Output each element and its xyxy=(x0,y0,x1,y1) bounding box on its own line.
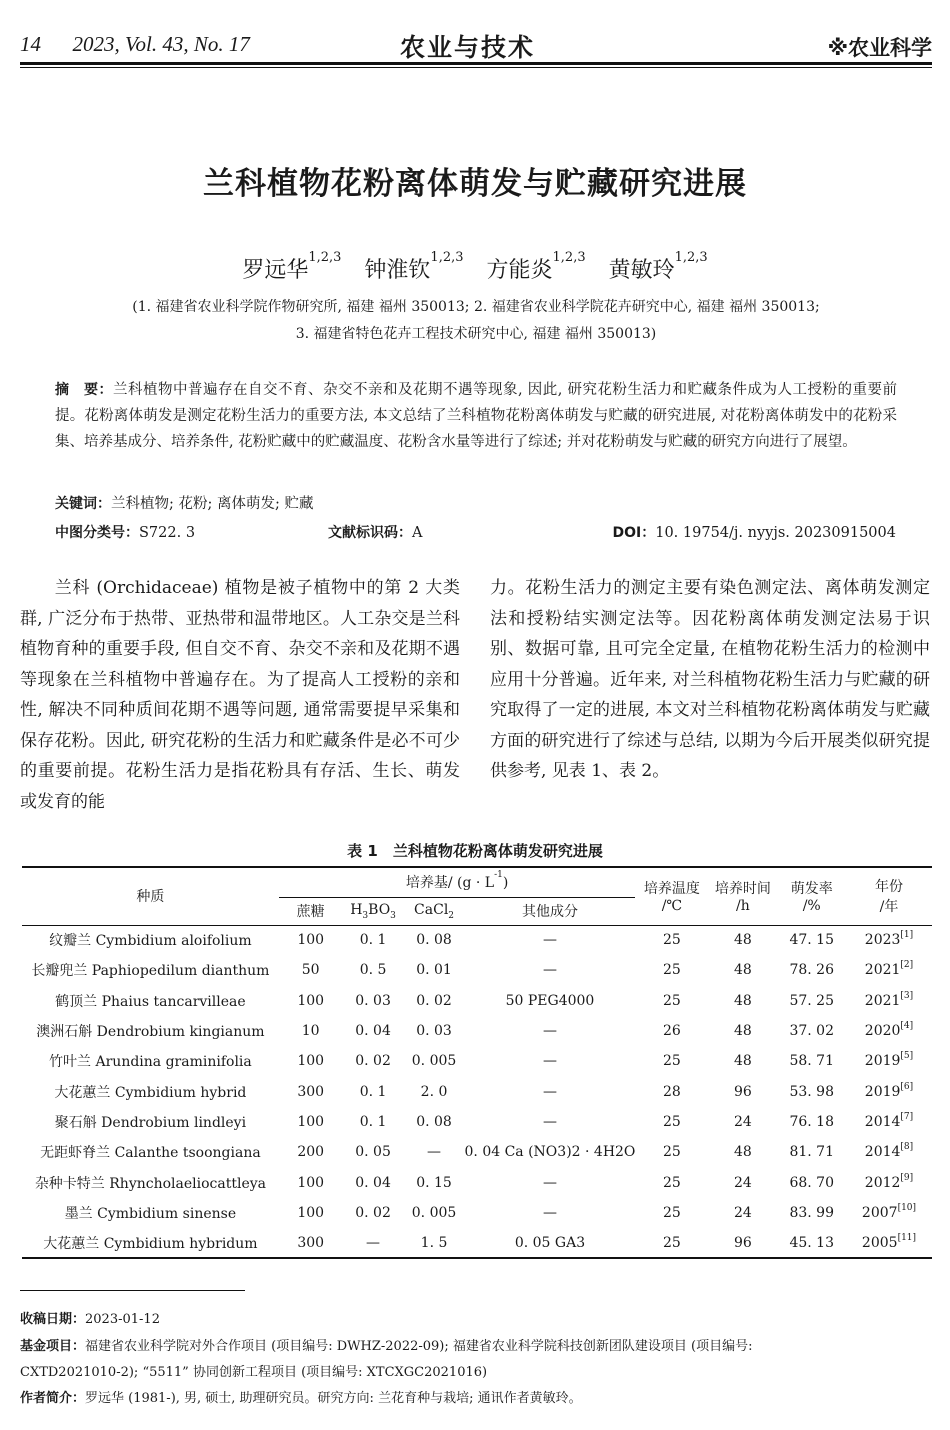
cell-rate: 45. 13 xyxy=(789,1234,834,1251)
cell-species: 聚石斛 Dendrobium lindleyi xyxy=(54,1114,247,1131)
cell-cacl2: 0. 005 xyxy=(411,1053,457,1070)
cell-time: 48 xyxy=(734,1144,752,1161)
affiliation-line-2: 3. 福建省特色花卉工程技术研究中心, 福建 福州 350013) xyxy=(295,326,657,342)
cell-species: 鹤顶兰 Phaius tancarvilleae xyxy=(55,993,246,1010)
keywords xyxy=(55,492,313,513)
cell-sucrose: 100 xyxy=(297,1113,325,1130)
cell-cacl2: 0. 01 xyxy=(416,962,452,979)
cell-temperature: 25 xyxy=(662,1204,681,1221)
cell-sucrose: 100 xyxy=(297,992,325,1009)
cell-rate: 53. 98 xyxy=(789,1083,834,1100)
cell-rate: 58. 71 xyxy=(789,1053,834,1070)
cell-temperature: 26 xyxy=(662,1023,681,1040)
cell-year: 2019[6] xyxy=(864,1081,914,1100)
cell-rate: 81. 71 xyxy=(789,1144,834,1161)
header-cacl2: CaCl$_2$ xyxy=(404,897,465,925)
citation-ref: [6] xyxy=(900,1081,914,1092)
page-number: 14 xyxy=(20,32,41,56)
cell-year: 2014[8] xyxy=(864,1142,914,1161)
data-table xyxy=(22,866,932,1259)
author: 方能炎$^{1,2,3}$ xyxy=(486,250,586,283)
table-row xyxy=(22,1167,932,1197)
cell-cacl2: — xyxy=(427,1144,442,1161)
cell-year: 2005[11] xyxy=(861,1232,917,1251)
citation-ref: [11] xyxy=(897,1232,917,1243)
cell-year: 2019[5] xyxy=(864,1051,914,1070)
citation-ref: [7] xyxy=(900,1111,914,1122)
footnote-fund-cont: CXTD2021010-2); “5511” 协同创新工程项目 (项目编号: XTCXGC2021016) xyxy=(20,1365,488,1380)
cell-cacl2: 0. 15 xyxy=(416,1174,452,1191)
cell-sucrose: 200 xyxy=(297,1144,325,1161)
author: 钟淮钦$^{1,2,3}$ xyxy=(364,250,464,283)
footnote-author: 作者简介：罗远华 (1981-), 男, 硕士, 助理研究员。研究方向: 兰花育种与栽培; 通讯作者黄敏玲。 xyxy=(20,1391,582,1406)
cell-boric-acid: 0. 02 xyxy=(355,1204,391,1221)
cell-time: 24 xyxy=(734,1113,752,1130)
doi: DOI：10. 19754/j. nyyjs. 20230915004 xyxy=(612,525,896,541)
cell-boric-acid: 0. 04 xyxy=(355,1023,391,1040)
cell-sucrose: 300 xyxy=(297,1083,325,1100)
cell-year: 2021[3] xyxy=(864,990,914,1009)
header-year: 年份 /年 xyxy=(846,867,932,925)
keywords-text: 兰科植物; 花粉; 离体萌发; 贮藏 xyxy=(111,496,314,512)
header-left xyxy=(20,32,250,57)
cell-sucrose: 50 xyxy=(301,962,320,979)
cell-species: 大花蕙兰 Cymbidium hybridum xyxy=(43,1235,258,1252)
author: 黄敏玲$^{1,2,3}$ xyxy=(608,250,708,283)
cell-time: 48 xyxy=(734,1053,752,1070)
cell-rate: 78. 26 xyxy=(789,962,834,979)
cell-boric-acid: 0. 1 xyxy=(359,932,387,949)
cell-year: 2014[7] xyxy=(864,1111,914,1130)
cell-year: 2021[2] xyxy=(864,960,914,979)
header-other: 其他成分 xyxy=(465,897,636,925)
cell-temperature: 25 xyxy=(662,1174,681,1191)
table-row xyxy=(22,925,932,955)
cell-boric-acid: — xyxy=(366,1234,381,1251)
table-row xyxy=(22,1228,932,1258)
author-list xyxy=(0,250,950,284)
cell-species: 大花蕙兰 Cymbidium hybrid xyxy=(54,1084,247,1101)
cell-year: 2023[1] xyxy=(864,930,914,949)
cell-other: — xyxy=(542,1113,557,1130)
cell-boric-acid: 0. 02 xyxy=(355,1053,391,1070)
cell-other: 0. 04 Ca (NO3)2 · 4H2O xyxy=(464,1144,636,1161)
cell-boric-acid: 0. 1 xyxy=(359,1113,387,1130)
cell-time: 48 xyxy=(734,992,752,1009)
table-body xyxy=(22,925,932,1258)
table-row xyxy=(22,1137,932,1167)
cell-year: 2012[9] xyxy=(864,1172,914,1191)
cell-sucrose: 300 xyxy=(297,1234,325,1251)
cell-temperature: 25 xyxy=(662,1234,681,1251)
footnote-fund: 基金项目：福建省农业科学院对外合作项目 (项目编号: DWHZ-2022-09); 福建省农业科学院科技创新团队建设项目 (项目编号: xyxy=(20,1339,753,1354)
cell-other: — xyxy=(542,932,557,949)
cell-sucrose: 10 xyxy=(301,1023,320,1040)
cell-cacl2: 0. 02 xyxy=(416,992,452,1009)
footnote-received: 收稿日期：2023-01-12 xyxy=(20,1312,160,1327)
citation-ref: [8] xyxy=(900,1142,914,1153)
cell-cacl2: 1. 5 xyxy=(420,1234,448,1251)
cell-temperature: 28 xyxy=(662,1083,681,1100)
cell-species: 澳洲石斛 Dendrobium kingianum xyxy=(36,1024,265,1041)
keywords-label: 关键词： xyxy=(55,496,111,512)
cell-other: 50 PEG4000 xyxy=(505,992,595,1009)
cell-species: 纹瓣兰 Cymbidium aloifolium xyxy=(49,933,252,950)
table-row xyxy=(22,1198,932,1228)
cell-rate: 83. 99 xyxy=(789,1204,834,1221)
cell-rate: 37. 02 xyxy=(789,1023,834,1040)
cell-species: 杂种卡特兰 Rhyncholaeliocattleya xyxy=(34,1175,266,1192)
header-sucrose: 蔗糖 xyxy=(279,897,343,925)
cell-boric-acid: 0. 1 xyxy=(359,1083,387,1100)
citation-ref: [5] xyxy=(900,1051,914,1062)
header-boric-acid: $H_3BO_3$ xyxy=(343,897,404,925)
table-row xyxy=(22,1107,932,1137)
journal-name: 农业与技术 xyxy=(400,33,536,62)
cell-year: 2007[10] xyxy=(861,1202,917,1221)
table-row xyxy=(22,1076,932,1106)
cell-time: 48 xyxy=(734,932,752,949)
citation-ref: [3] xyxy=(900,990,914,1001)
abstract-text: 兰科植物中普遍存在自交不育、杂交不亲和及花期不遇等现象, 因此, 研究花粉生活力和贮藏条件成为人工授粉的重要前提。花粉离体萌发是测定花粉生活力的重要方法, 本文总结了兰科植物花粉离体萌发与贮藏的研究进展, 对花粉离体萌发中的花粉采集、培养基成分、培养条件, 花粉贮藏中的贮藏温度、花粉含水量等进行了综述; 并对花粉萌发与贮藏的研究方向进行了展望。 xyxy=(55,382,898,450)
table-title: 表 1 兰科植物花粉离体萌发研究进展 xyxy=(347,842,603,860)
cell-boric-acid: 0. 5 xyxy=(359,962,387,979)
cell-other: — xyxy=(542,1083,557,1100)
issue-info: 2023, Vol. 43, No. 17 xyxy=(72,32,250,56)
cell-temperature: 25 xyxy=(662,1144,681,1161)
cell-cacl2: 0. 03 xyxy=(416,1023,452,1040)
cell-boric-acid: 0. 05 xyxy=(355,1144,391,1161)
cell-other: — xyxy=(542,1053,557,1070)
cell-species: 无距虾脊兰 Calanthe tsoongiana xyxy=(40,1145,261,1162)
cell-sucrose: 100 xyxy=(297,1053,325,1070)
cell-species: 竹叶兰 Arundina graminifolia xyxy=(49,1054,252,1071)
body-text-right: 力。花粉生活力的测定主要有染色测定法、离体萌发测定法和授粉结实测定法等。因花粉离体萌发测定法易于识别、数据可靠, 且可完全定量, 在植物花粉生活力的检测中应用十分普遍。近年来, 对兰科植物花粉生活力与贮藏的研究取得了一定的进展, 本文对兰科植物花粉离体萌发与贮藏方面的研究进行了综述与总结, 以期为今后开展类似研究提供参考, 见表 1、表 2。 xyxy=(490,578,930,781)
cell-other: 0. 05 GA3 xyxy=(514,1234,586,1251)
citation-ref: [2] xyxy=(900,960,914,971)
running-header xyxy=(20,30,932,64)
cell-sucrose: 100 xyxy=(297,932,325,949)
citation-ref: [1] xyxy=(900,930,914,941)
cell-time: 24 xyxy=(734,1204,752,1221)
cell-temperature: 25 xyxy=(662,932,681,949)
cell-sucrose: 100 xyxy=(297,1204,325,1221)
cell-boric-acid: 0. 04 xyxy=(355,1174,391,1191)
cell-boric-acid: 0. 03 xyxy=(355,992,391,1009)
body-column-right xyxy=(490,573,930,787)
table-row xyxy=(22,1046,932,1076)
cell-cacl2: 0. 08 xyxy=(416,932,452,949)
cell-time: 96 xyxy=(734,1083,752,1100)
document-code: 文献标识码：A xyxy=(328,525,423,541)
table-row xyxy=(22,1016,932,1046)
citation-ref: [4] xyxy=(900,1021,914,1032)
table-row xyxy=(22,955,932,985)
body-column-left xyxy=(20,573,460,817)
cell-species: 墨兰 Cymbidium sinense xyxy=(64,1205,237,1222)
cell-sucrose: 100 xyxy=(297,1174,325,1191)
cell-temperature: 25 xyxy=(662,962,681,979)
citation-ref: [10] xyxy=(897,1202,917,1213)
header-medium: 培养基/ $(g \cdot L^{-1})$ xyxy=(279,867,636,897)
abstract-label: 摘 要： xyxy=(55,382,114,398)
header-rate: 萌发率 /% xyxy=(778,867,846,925)
cell-other: — xyxy=(542,1174,557,1191)
section-label: ※农业科学 xyxy=(827,36,932,60)
cell-rate: 76. 18 xyxy=(789,1113,834,1130)
cell-cacl2: 0. 08 xyxy=(416,1113,452,1130)
cell-cacl2: 0. 005 xyxy=(411,1204,457,1221)
cell-temperature: 25 xyxy=(662,1113,681,1130)
cell-time: 48 xyxy=(734,1023,752,1040)
clc-number: 中图分类号：S722. 3 xyxy=(55,525,196,541)
cell-time: 24 xyxy=(734,1174,752,1191)
cell-time: 96 xyxy=(734,1234,752,1251)
cell-rate: 57. 25 xyxy=(789,992,834,1009)
header-temperature: 培养温度 /℃ xyxy=(635,867,708,925)
cell-time: 48 xyxy=(734,962,752,979)
header-time: 培养时间 /h xyxy=(708,867,777,925)
cell-temperature: 25 xyxy=(662,1053,681,1070)
cell-rate: 47. 15 xyxy=(789,932,834,949)
cell-cacl2: 2. 0 xyxy=(420,1083,448,1100)
cell-year: 2020[4] xyxy=(864,1021,914,1040)
citation-ref: [9] xyxy=(900,1172,914,1183)
cell-rate: 68. 70 xyxy=(789,1174,834,1191)
affiliation-line-1: (1. 福建省农业科学院作物研究所, 福建 福州 350013; 2. 福建省农业科学院花卉研究中心, 福建 福州 350013; xyxy=(132,299,820,315)
cell-other: — xyxy=(542,1204,557,1221)
cell-temperature: 25 xyxy=(662,992,681,1009)
body-text-left: 兰科 (Orchidaceae) 植物是被子植物中的第 2 大类群, 广泛分布于热带、亚热带和温带地区。人工杂交是兰科植物育种的重要手段, 但自交不育、杂交不亲和及花期不遇等现象在兰科植物中普遍存在。为了提高人工授粉的亲和性, 解决不同种质间花期不遇等问题, 通常需要提早采集和保存花粉。因此, 研究花粉的生活力和贮藏条件是必不可少的重要前提。花粉生活力是指花粉具有存活、生长、萌发或发育的能 xyxy=(20,578,460,812)
article-title: 兰科植物花粉离体萌发与贮藏研究进展 xyxy=(203,166,747,202)
cell-other: — xyxy=(542,962,557,979)
table-row xyxy=(22,986,932,1016)
header-species: 种质 xyxy=(22,867,279,925)
author: 罗远华$^{1,2,3}$ xyxy=(242,250,342,283)
header-rule-thin xyxy=(20,67,932,68)
cell-other: — xyxy=(542,1023,557,1040)
footnote-rule xyxy=(20,1290,245,1291)
abstract xyxy=(55,377,897,455)
cell-species: 长瓣兜兰 Paphiopedilum dianthum xyxy=(31,963,270,980)
header-rule-thick xyxy=(20,62,932,65)
